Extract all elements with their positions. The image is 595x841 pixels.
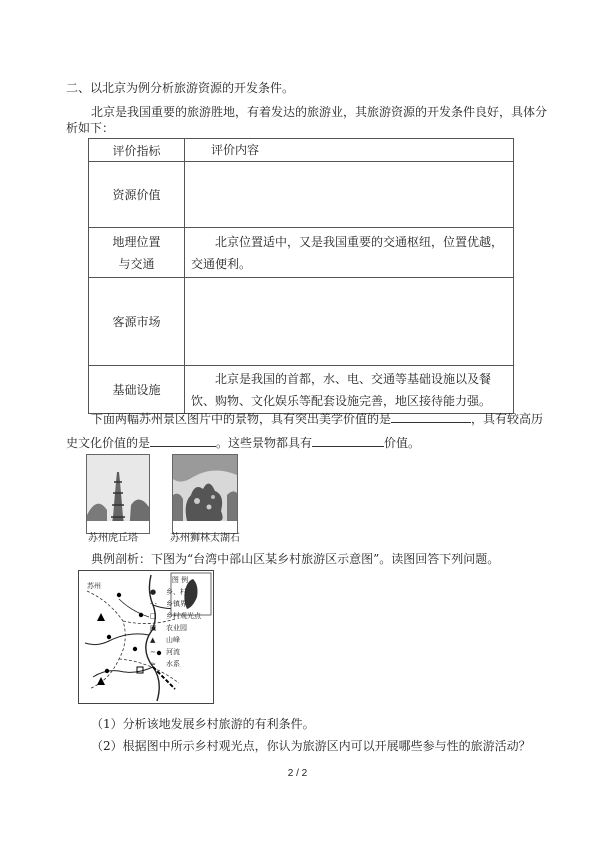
legend-item: ▣ 农业园 <box>150 624 187 632</box>
map-legend <box>146 574 214 694</box>
legend-title: 图 例 <box>171 576 189 584</box>
table-row <box>89 228 514 278</box>
row-content-resource-value <box>185 162 514 228</box>
row-label-location: 地理位置 与交通 <box>89 228 185 278</box>
tiger-hill-pagoda-photo <box>86 454 150 534</box>
answer-blank-historical[interactable] <box>150 434 216 447</box>
table-header-indicator: 评价指标 <box>89 139 185 162</box>
legend-item: ≈ 水系 <box>150 660 180 668</box>
table-header-content: 评价内容 <box>185 139 514 162</box>
legend-item: □ 乡村观光点 <box>150 612 201 620</box>
row-label-market: 客源市场 <box>89 278 185 366</box>
sub-question-1: （1）分析该地发展乡村旅游的有利条件。 <box>91 717 315 731</box>
question-line2: 史文化价值的是 。这些景物都具有 价值。 <box>66 436 421 450</box>
answer-blank-aesthetic[interactable] <box>391 410 471 423</box>
row-content-infrastructure: 北京是我国的首都，水、电、交通等基础设施以及餐 饮、购物、文化娱乐等配套设施完善，地区接待能力强。 <box>185 366 514 414</box>
section-heading: 二、以北京为例分析旅游资源的开发条件。 <box>66 81 295 95</box>
table-header-row <box>89 139 514 162</box>
question-line1: 下面两幅苏州景区图片中的景物，具有突出美学价值的是 ，具有较高历 <box>91 412 544 426</box>
example-text: 典例剖析：下图为“台湾中部山区某乡村旅游区示意图”。读图回答下列问题。 <box>91 552 500 566</box>
intro-paragraph-line2: 析如下： <box>66 121 115 135</box>
legend-item: ● 乡、村 <box>150 588 187 596</box>
legend-item: ▲ 山峰 <box>150 636 180 644</box>
row-label-resource-value: 资源价值 <box>89 162 185 228</box>
photo-caption-pagoda: 苏州虎丘塔 <box>88 533 138 544</box>
row-content-market <box>185 278 514 366</box>
photo-caption-rock: 苏州狮林太湖石 <box>170 533 240 544</box>
row-label-infrastructure: 基础设施 <box>89 366 185 414</box>
intro-paragraph-line1: 北京是我国重要的旅游胜地，有着发达的旅游业，其旅游资源的开发条件良好，具体分 <box>91 105 548 119</box>
table-row <box>89 162 514 228</box>
table-row <box>89 278 514 366</box>
table-row <box>89 366 514 414</box>
legend-item: ∼ 河流 <box>150 648 180 656</box>
row-content-location: 北京位置适中，又是我国重要的交通枢纽，位置优越， 交通便利。 <box>185 228 514 278</box>
sub-question-2: （2）根据图中所示乡村观光点，你认为旅游区内可以开展哪些参与性的旅游活动？ <box>91 739 531 753</box>
lion-grove-rock-photo <box>172 454 238 534</box>
map-label-suzhou: 苏州 <box>87 582 101 590</box>
answer-blank-value[interactable] <box>312 434 384 447</box>
page-number: 2 / 2 <box>287 768 308 779</box>
evaluation-table <box>88 138 514 414</box>
legend-item: - - 乡镇界 <box>150 600 187 608</box>
